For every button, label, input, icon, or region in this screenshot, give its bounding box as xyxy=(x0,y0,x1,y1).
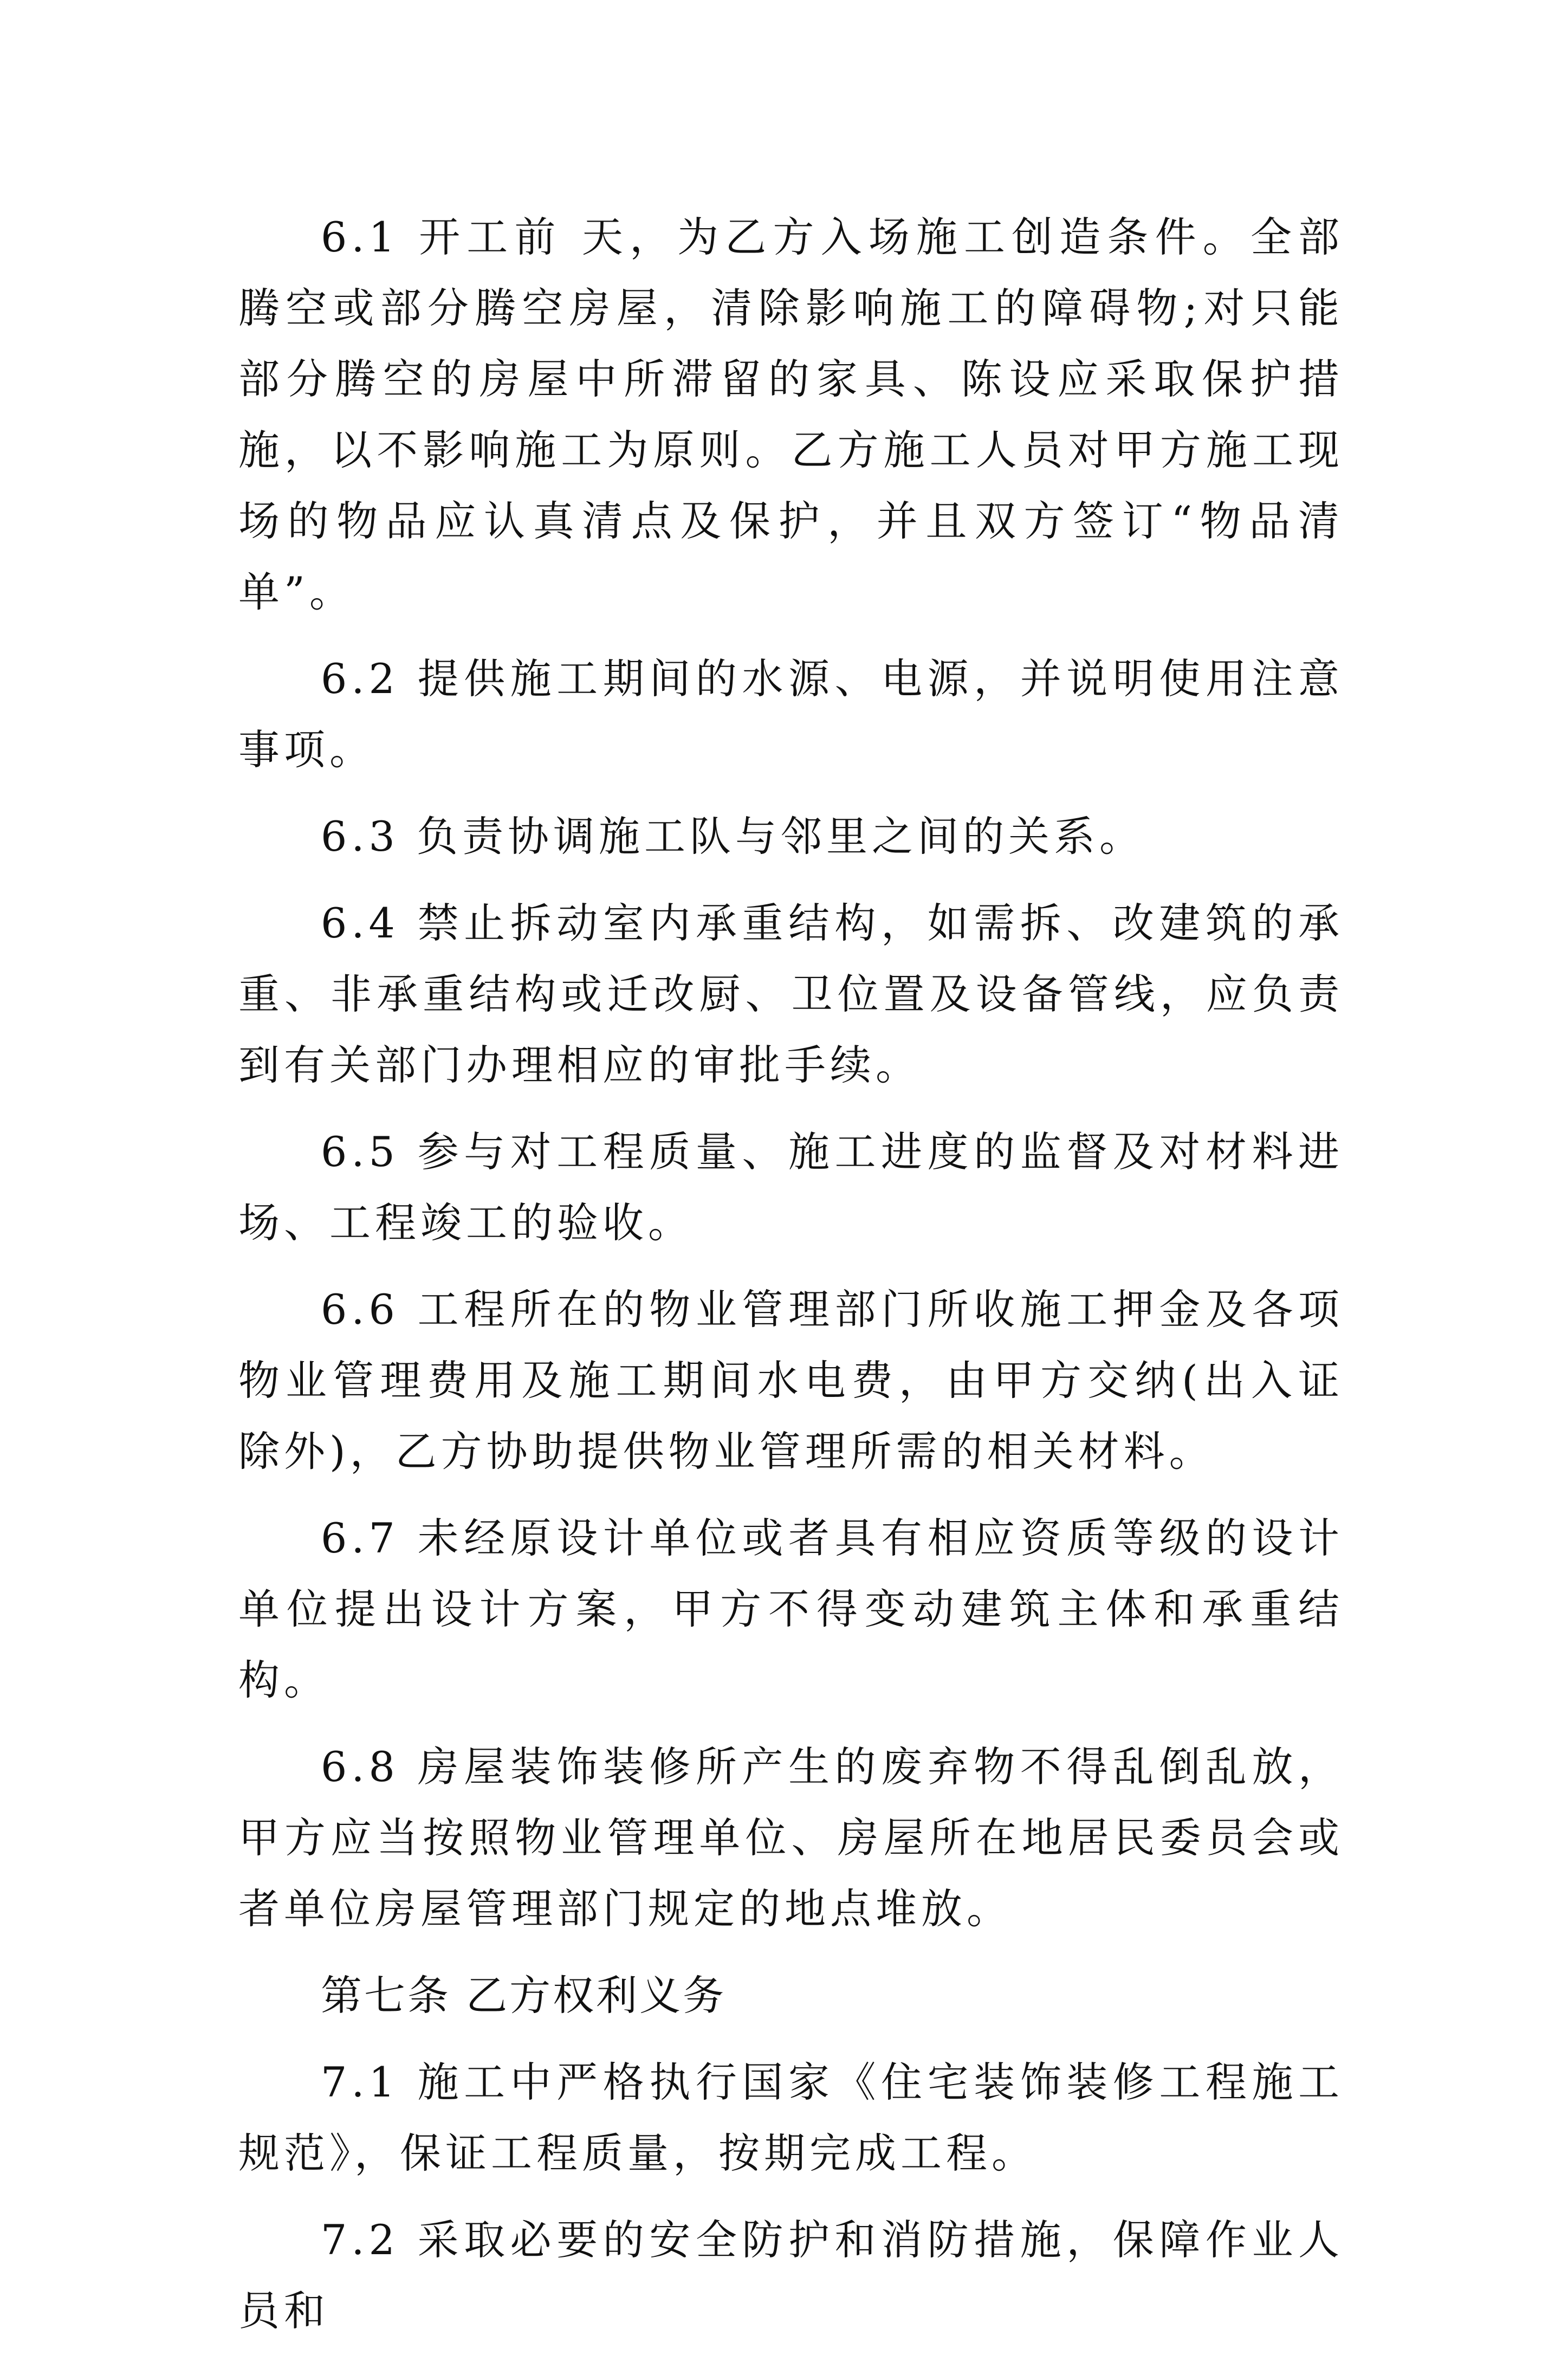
paragraph-6-1: 6.1 开工前 天，为乙方入场施工创造条件。全部腾空或部分腾空房屋，清除影响施工的障碍物;对只能部分腾空的房屋中所滞留的家具、陈设应采取保护措施，以不影响施工为原则。乙方施工人员对甲方施工现场的物品应认真清点及保护，并且双方签订“物品清单”。 xyxy=(238,213,1344,616)
paragraph-6-3: 6.3 负责协调施工队与邻里之间的关系。 xyxy=(321,812,1145,860)
paragraph-6-5: 6.5 参与对工程质量、施工进度的监督及对材料进场、工程竣工的验收。 xyxy=(238,1128,1344,1247)
paragraph-6-7: 6.7 未经原设计单位或者具有相应资质等级的设计单位提出设计方案，甲方不得变动建筑主体和承重结构。 xyxy=(238,1514,1344,1704)
document-body xyxy=(238,202,1344,2362)
section-heading-article-7: 第七条 乙方权利义务 xyxy=(321,1971,727,2020)
paragraph-6-6: 6.6 工程所在的物业管理部门所收施工押金及各项物业管理费用及施工期间水电费，由甲方交纳(出入证除外)，乙方协助提供物业管理所需的相关材料。 xyxy=(238,1285,1344,1476)
paragraph-6-2: 6.2 提供施工期间的水源、电源，并说明使用注意事项。 xyxy=(238,655,1344,774)
paragraph-7-2: 7.2 采取必要的安全防护和消防措施，保障作业人员和 xyxy=(238,2216,1344,2335)
paragraph-6-8: 6.8 房屋装饰装修所产生的废弃物不得乱倒乱放，甲方应当按照物业管理单位、房屋所在地居民委员会或者单位房屋管理部门规定的地点堆放。 xyxy=(238,1743,1344,1933)
paragraph-7-1: 7.1 施工中严格执行国家《住宅装饰装修工程施工规范》，保证工程质量，按期完成工程。 xyxy=(238,2058,1344,2177)
paragraph-6-4: 6.4 禁止拆动室内承重结构，如需拆、改建筑的承重、非承重结构或迁改厨、卫位置及设备管线，应负责到有关部门办理相应的审批手续。 xyxy=(238,899,1344,1089)
